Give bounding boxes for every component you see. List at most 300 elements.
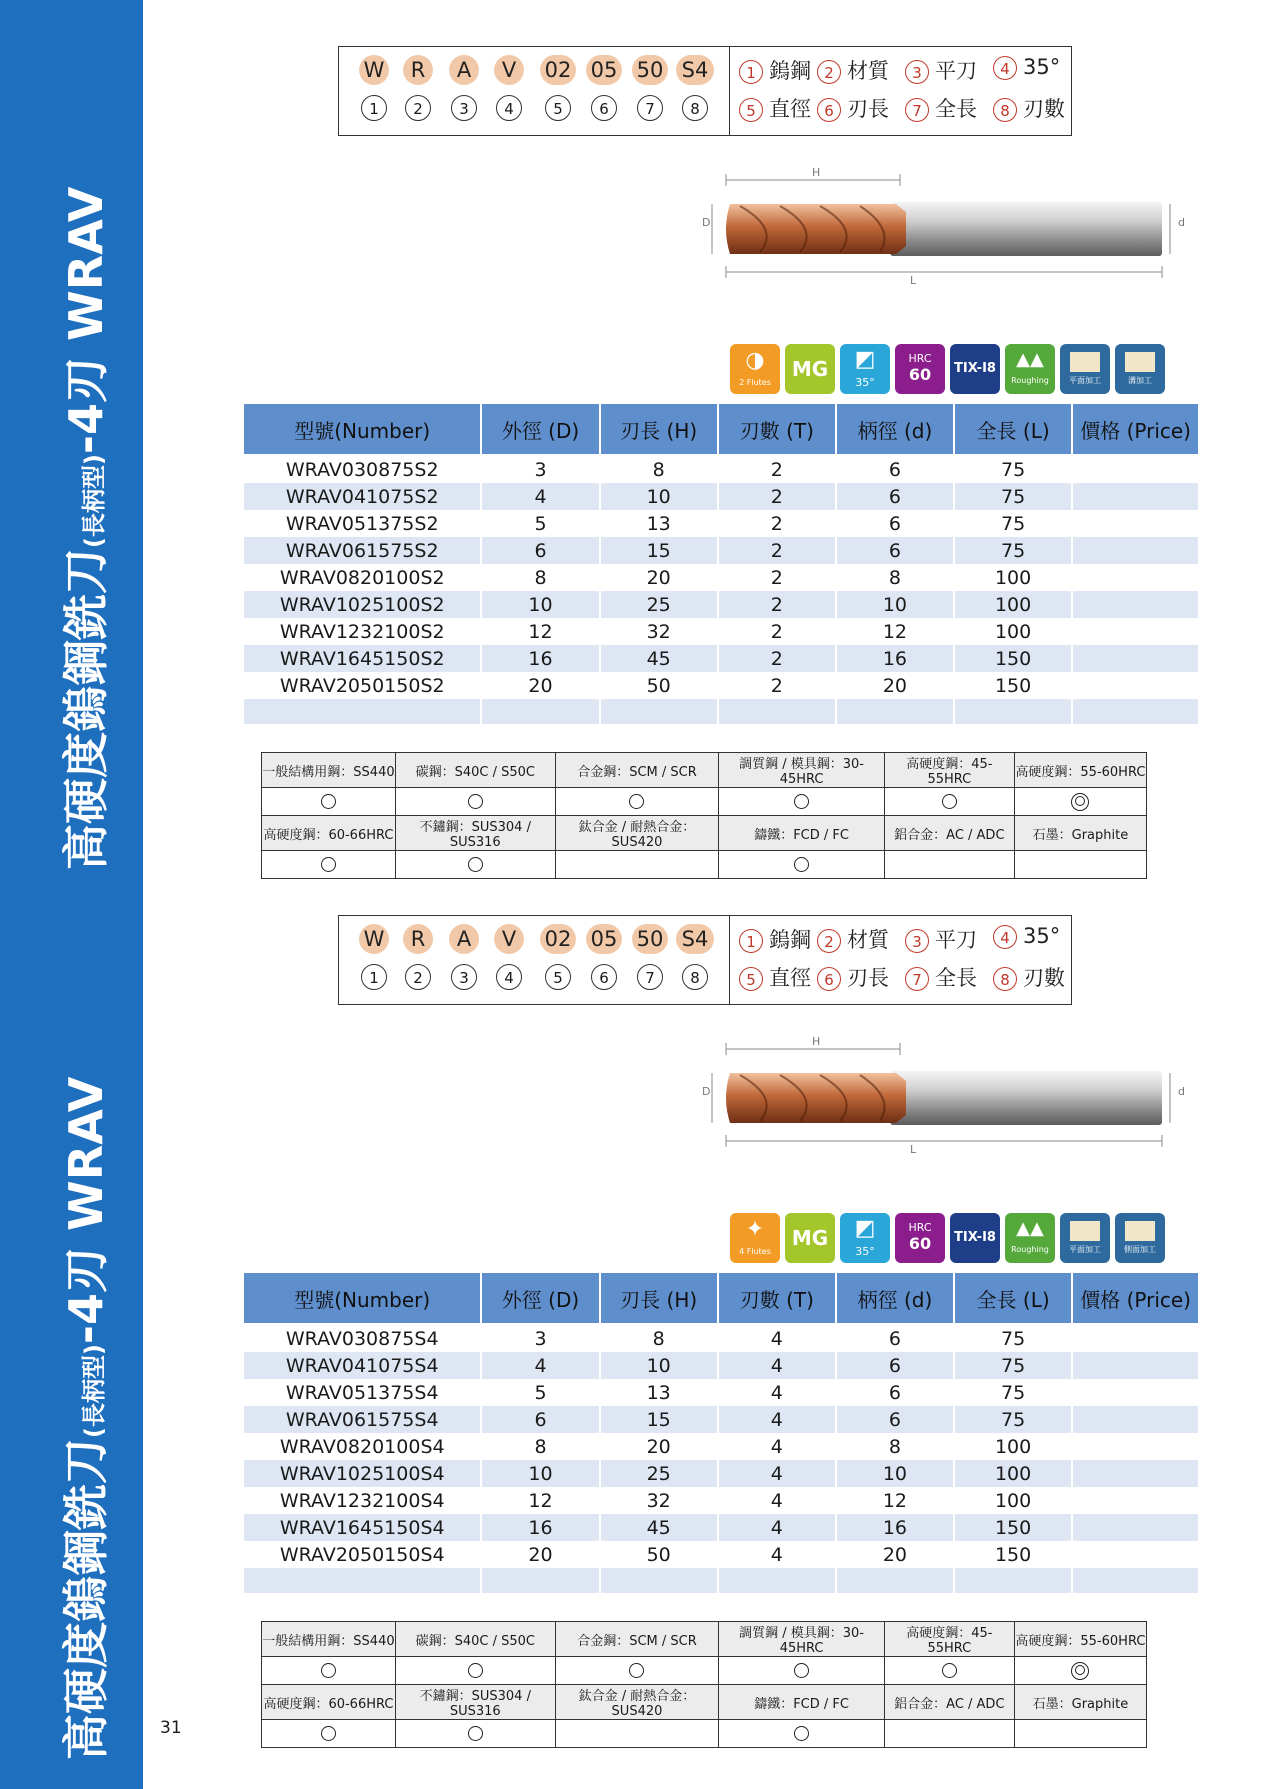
table-cell: 12 bbox=[882, 1489, 908, 1512]
icon-part: ◩ bbox=[854, 347, 876, 372]
icon-part: 35° bbox=[855, 376, 875, 389]
table-row bbox=[244, 1406, 1198, 1433]
table-cell: 4 bbox=[770, 1543, 783, 1566]
table-cell bbox=[719, 1568, 835, 1593]
material-name: 不鏽鋼：SUS304 / SUS316 bbox=[395, 1685, 555, 1720]
table-row bbox=[244, 1487, 1198, 1514]
table-cell: 100 bbox=[994, 620, 1032, 643]
table-cell: WRAV0820100S2 bbox=[279, 566, 445, 589]
spec-header-cell: 柄徑 (d) bbox=[837, 1273, 953, 1325]
spec-header-cell: 柄徑 (d) bbox=[837, 404, 953, 456]
suitable-mark-icon bbox=[468, 1663, 483, 1678]
table-cell: 8 bbox=[888, 566, 901, 589]
title-small: (長柄型) bbox=[80, 1344, 108, 1438]
table-row bbox=[244, 1541, 1198, 1568]
table-cell: WRAV1645150S4 bbox=[244, 1514, 480, 1541]
legend-item bbox=[905, 55, 977, 85]
table-cell: 150 bbox=[955, 645, 1071, 672]
icon-part: 60 bbox=[908, 1234, 932, 1253]
table-cell: 8 bbox=[534, 1435, 547, 1458]
material-mark bbox=[719, 1720, 885, 1748]
table-cell bbox=[1073, 1406, 1198, 1433]
legend-number: 6 bbox=[817, 98, 841, 122]
35-degree-icon bbox=[840, 1213, 890, 1263]
sidebar-title-top bbox=[50, 187, 116, 870]
table-cell bbox=[1073, 672, 1198, 699]
legend-number: 3 bbox=[905, 929, 929, 953]
table-cell: 2 bbox=[770, 566, 783, 589]
table-cell: 45 bbox=[601, 1514, 717, 1541]
table-cell: 2 bbox=[770, 458, 783, 481]
legend-item bbox=[993, 93, 1065, 123]
material-mark bbox=[884, 788, 1014, 816]
suitable-mark-icon bbox=[468, 1726, 483, 1741]
35-degree-icon bbox=[840, 344, 890, 394]
legend-item bbox=[993, 55, 1060, 80]
table-cell: 6 bbox=[837, 1352, 953, 1379]
table-cell: WRAV0820100S4 bbox=[279, 1435, 445, 1458]
icon-part: 側面加工 bbox=[1124, 1245, 1156, 1254]
table-row bbox=[244, 618, 1198, 645]
dimension-label-L: L bbox=[910, 274, 917, 287]
table-cell: WRAV041075S2 bbox=[244, 483, 480, 510]
material-mark bbox=[884, 851, 1014, 879]
material-mark bbox=[719, 788, 885, 816]
icon-part: MG bbox=[791, 357, 829, 381]
material-mark bbox=[262, 1657, 396, 1685]
table-cell: 20 bbox=[882, 674, 908, 697]
table-cell: 8 bbox=[652, 458, 665, 481]
code-part: 50 bbox=[632, 924, 668, 954]
code-part: A bbox=[449, 55, 479, 85]
table-cell: 12 bbox=[882, 620, 908, 643]
legend-label: 刃長 bbox=[847, 966, 889, 990]
material-mark bbox=[884, 1657, 1014, 1685]
spec-header-cell: 刃長 (H) bbox=[601, 1273, 717, 1325]
mg-icon bbox=[785, 1213, 835, 1263]
material-mark bbox=[1014, 851, 1146, 879]
table-cell: WRAV1232100S2 bbox=[279, 620, 445, 643]
material-mark bbox=[1014, 1657, 1146, 1685]
title-small: (長柄型) bbox=[80, 454, 108, 548]
table-cell: 20 bbox=[882, 1543, 908, 1566]
material-name: 鈦合金 / 耐熱合金：SUS420 bbox=[555, 1685, 719, 1720]
material-mark bbox=[395, 1657, 555, 1685]
spec-header-cell: 價格 (Price) bbox=[1073, 1273, 1198, 1325]
table-row bbox=[244, 1379, 1198, 1406]
table-cell: 75 bbox=[955, 537, 1071, 564]
table-cell: 10 bbox=[482, 1460, 598, 1487]
legend-label: 材質 bbox=[847, 59, 889, 83]
material-mark bbox=[262, 851, 396, 879]
table-cell bbox=[1073, 1541, 1198, 1568]
code-part: 05 bbox=[586, 55, 622, 85]
legend-label: 全長 bbox=[935, 966, 977, 990]
table-row bbox=[244, 1352, 1198, 1379]
suitable-mark-icon bbox=[321, 1726, 336, 1741]
table-cell bbox=[601, 1568, 717, 1593]
table-row bbox=[244, 564, 1198, 591]
legend-item bbox=[739, 924, 811, 954]
spec-header-cell: 刃數 (T) bbox=[719, 1273, 835, 1325]
code-part: S4 bbox=[676, 55, 714, 85]
icon-part: 平面加工 bbox=[1069, 376, 1101, 385]
legend-number: 2 bbox=[817, 929, 841, 953]
legend-number: 1 bbox=[739, 929, 763, 953]
icon-part: ◩ bbox=[854, 1216, 876, 1241]
table-cell: 45 bbox=[601, 645, 717, 672]
table-cell bbox=[955, 1568, 1071, 1593]
table-cell: 6 bbox=[837, 537, 953, 564]
table-cell: 4 bbox=[482, 483, 598, 510]
index-mark: 5 bbox=[545, 964, 571, 990]
legend-label: 刃數 bbox=[1023, 97, 1065, 121]
material-mark bbox=[395, 851, 555, 879]
materials-mark-row bbox=[262, 1657, 1147, 1685]
suitable-mark-icon bbox=[794, 1726, 809, 1741]
table-cell: 20 bbox=[646, 1435, 671, 1458]
material-name: 合金鋼：SCM / SCR bbox=[555, 1622, 719, 1657]
table-cell bbox=[1073, 1352, 1198, 1379]
index-mark: 3 bbox=[451, 95, 477, 121]
spec-header-cell: 刃長 (H) bbox=[601, 404, 717, 456]
material-name: 碳鋼：S40C / S50C bbox=[395, 753, 555, 788]
legend-number: 4 bbox=[993, 56, 1017, 80]
table-cell: 16 bbox=[837, 645, 953, 672]
spec-header-cell: 型號(Number) bbox=[244, 404, 480, 456]
index-mark: 8 bbox=[682, 95, 708, 121]
material-name: 鋁合金：AC / ADC bbox=[884, 816, 1014, 851]
dimension-label-L: L bbox=[910, 1143, 917, 1156]
material-mark bbox=[719, 851, 885, 879]
table-cell: 100 bbox=[994, 1435, 1032, 1458]
material-mark bbox=[555, 788, 719, 816]
table-cell: 100 bbox=[994, 566, 1032, 589]
table-cell bbox=[719, 699, 835, 724]
table-cell: 13 bbox=[646, 512, 671, 535]
table-cell: 10 bbox=[601, 1352, 717, 1379]
table-cell: 50 bbox=[646, 674, 671, 697]
index-mark: 5 bbox=[545, 95, 571, 121]
suitable-mark-icon bbox=[321, 1663, 336, 1678]
materials-table bbox=[261, 1621, 1147, 1748]
table-cell: 10 bbox=[837, 591, 953, 618]
material-mark bbox=[555, 1720, 719, 1748]
table-cell: 6 bbox=[482, 537, 598, 564]
legend-number: 7 bbox=[905, 98, 929, 122]
index-mark: 6 bbox=[591, 964, 617, 990]
icon-part: ✦ bbox=[745, 1217, 765, 1242]
code-part: R bbox=[403, 924, 433, 954]
table-row bbox=[244, 591, 1198, 618]
legend-number: 8 bbox=[993, 98, 1017, 122]
icon-part: 4 Flutes bbox=[739, 1247, 771, 1256]
table-cell: WRAV030875S4 bbox=[285, 1327, 439, 1350]
table-cell bbox=[1073, 1325, 1198, 1352]
table-row bbox=[244, 1514, 1198, 1541]
legend-number: 5 bbox=[739, 98, 763, 122]
title-tail: -4刃 WRAV bbox=[59, 186, 113, 455]
legend-label: 鎢鋼 bbox=[769, 928, 811, 952]
legend-number: 4 bbox=[993, 925, 1017, 949]
feature-icons bbox=[730, 344, 1200, 396]
best-mark-icon bbox=[1071, 1662, 1089, 1680]
side-milling-icon bbox=[1115, 1213, 1165, 1263]
table-cell: WRAV041075S4 bbox=[244, 1352, 480, 1379]
icon-part: 溝加工 bbox=[1128, 376, 1152, 385]
icon-part: HRC bbox=[908, 352, 932, 365]
legend-item bbox=[817, 93, 889, 123]
material-name: 合金鋼：SCM / SCR bbox=[555, 753, 719, 788]
table-cell: WRAV1025100S2 bbox=[244, 591, 480, 618]
index-mark: 8 bbox=[682, 964, 708, 990]
spec-header-cell: 價格 (Price) bbox=[1073, 404, 1198, 456]
material-name: 碳鋼：S40C / S50C bbox=[395, 1622, 555, 1657]
table-row bbox=[244, 672, 1198, 699]
icon-part: MG bbox=[791, 1226, 829, 1250]
suitable-mark-icon bbox=[942, 1663, 957, 1678]
title-tail: -4刃 WRAV bbox=[59, 1076, 113, 1345]
materials-mark-row bbox=[262, 788, 1147, 816]
table-cell: 150 bbox=[994, 1543, 1032, 1566]
material-name: 高硬度鋼：55-60HRC bbox=[1014, 1622, 1146, 1657]
icon-part: TIX-I8 bbox=[954, 361, 996, 376]
index-mark: 4 bbox=[496, 95, 522, 121]
legend-number: 3 bbox=[905, 60, 929, 84]
code-decode-box bbox=[338, 46, 1072, 136]
table-cell: WRAV1645150S2 bbox=[244, 645, 480, 672]
dimension-label-d: d bbox=[1178, 1085, 1185, 1098]
spec-header-cell: 刃數 (T) bbox=[719, 404, 835, 456]
legend-item bbox=[905, 93, 977, 123]
table-cell bbox=[1073, 1514, 1198, 1541]
suitable-mark-icon bbox=[794, 794, 809, 809]
table-cell: 3 bbox=[534, 1327, 547, 1350]
material-name: 不鏽鋼：SUS304 / SUS316 bbox=[395, 816, 555, 851]
table-cell: 4 bbox=[770, 1381, 783, 1404]
index-mark: 1 bbox=[361, 95, 387, 121]
spec-header-cell: 全長 (L) bbox=[955, 1273, 1071, 1325]
tix-i8-icon bbox=[950, 1213, 1000, 1263]
table-row bbox=[244, 1433, 1198, 1460]
table-cell: 32 bbox=[646, 1489, 671, 1512]
face-milling-icon bbox=[1060, 344, 1110, 394]
material-mark bbox=[884, 1720, 1014, 1748]
table-cell: 4 bbox=[719, 1406, 835, 1433]
dimension-label-D: D bbox=[702, 216, 711, 229]
table-row bbox=[244, 537, 1198, 564]
table-cell bbox=[1073, 510, 1198, 537]
code-part: 02 bbox=[540, 924, 576, 954]
table-cell: 4 bbox=[719, 1514, 835, 1541]
suitable-mark-icon bbox=[321, 857, 336, 872]
tix-i8-icon bbox=[950, 344, 1000, 394]
table-cell: 16 bbox=[482, 1514, 598, 1541]
table-cell bbox=[1073, 1433, 1198, 1460]
table-cell: WRAV061575S4 bbox=[244, 1406, 480, 1433]
table-cell bbox=[244, 699, 480, 724]
table-cell bbox=[482, 1568, 598, 1593]
suitable-mark-icon bbox=[321, 794, 336, 809]
table-cell bbox=[1073, 1379, 1198, 1406]
table-cell: 2 bbox=[719, 483, 835, 510]
material-mark bbox=[555, 1657, 719, 1685]
code-part: A bbox=[449, 924, 479, 954]
table-cell: 20 bbox=[528, 674, 553, 697]
icon-part: Roughing bbox=[1011, 1245, 1049, 1254]
material-name: 石墨：Graphite bbox=[1014, 816, 1146, 851]
code-part: V bbox=[494, 55, 524, 85]
icon-part: ▲▲ bbox=[1016, 1218, 1044, 1239]
table-cell: 6 bbox=[837, 1406, 953, 1433]
table-cell: 13 bbox=[646, 1381, 671, 1404]
table-cell bbox=[1073, 564, 1198, 591]
icon-part: HRC bbox=[908, 1221, 932, 1234]
table-cell: 3 bbox=[534, 458, 547, 481]
legend-number: 2 bbox=[817, 60, 841, 84]
dimension-label-d: d bbox=[1178, 216, 1185, 229]
icon-part: 60 bbox=[908, 365, 932, 384]
materials-header-row bbox=[262, 1622, 1147, 1657]
table-cell: 6 bbox=[888, 458, 901, 481]
mg-icon bbox=[785, 344, 835, 394]
icon-part: ◑ bbox=[745, 348, 765, 373]
icon-part: 平面加工 bbox=[1069, 1245, 1101, 1254]
index-mark: 6 bbox=[591, 95, 617, 121]
materials-table bbox=[261, 752, 1147, 879]
legend-item bbox=[993, 962, 1065, 992]
legend-item bbox=[739, 962, 811, 992]
spec-table bbox=[242, 404, 1200, 724]
material-name: 鈦合金 / 耐熱合金：SUS420 bbox=[555, 816, 719, 851]
table-cell: 4 bbox=[719, 1352, 835, 1379]
table-cell: 6 bbox=[888, 1381, 901, 1404]
legend-item bbox=[905, 962, 977, 992]
slotting-icon bbox=[1115, 344, 1165, 394]
index-mark: 3 bbox=[451, 964, 477, 990]
legend-label: 直徑 bbox=[769, 97, 811, 121]
table-cell: 12 bbox=[528, 1489, 553, 1512]
table-cell: 6 bbox=[888, 1327, 901, 1350]
table-cell: 20 bbox=[528, 1543, 553, 1566]
code-part: W bbox=[359, 55, 389, 85]
material-name: 調質鋼 / 模具鋼：30-45HRC bbox=[719, 1622, 885, 1657]
material-name: 鋁合金：AC / ADC bbox=[884, 1685, 1014, 1720]
icon-part: TIX-I8 bbox=[954, 1230, 996, 1245]
legend-label: 全長 bbox=[935, 97, 977, 121]
roughing-icon bbox=[1005, 344, 1055, 394]
table-cell: 2 bbox=[770, 620, 783, 643]
material-mark bbox=[1014, 788, 1146, 816]
spec-header-cell: 外徑 (D) bbox=[482, 1273, 598, 1325]
legend-number: 1 bbox=[739, 60, 763, 84]
table-cell: 75 bbox=[1001, 1381, 1026, 1404]
material-mark bbox=[719, 1657, 885, 1685]
table-row-blank bbox=[244, 1568, 1198, 1593]
table-cell: 5 bbox=[534, 1381, 547, 1404]
hrc-60-icon bbox=[895, 344, 945, 394]
table-cell: 10 bbox=[482, 591, 598, 618]
table-cell bbox=[1073, 456, 1198, 483]
spec-header-cell: 型號(Number) bbox=[244, 1273, 480, 1325]
table-cell: 75 bbox=[1001, 1327, 1026, 1350]
legend-item bbox=[739, 55, 811, 85]
table-cell: 8 bbox=[888, 1435, 901, 1458]
suitable-mark-icon bbox=[794, 1663, 809, 1678]
face-milling-icon bbox=[1060, 1213, 1110, 1263]
legend-number: 8 bbox=[993, 967, 1017, 991]
4-flutes-icon bbox=[730, 1213, 780, 1263]
materials-header-row bbox=[262, 1685, 1147, 1720]
material-mark bbox=[262, 788, 396, 816]
table-cell: 75 bbox=[1001, 512, 1026, 535]
material-name: 石墨：Graphite bbox=[1014, 1685, 1146, 1720]
roughing-icon bbox=[1005, 1213, 1055, 1263]
legend-label: 材質 bbox=[847, 928, 889, 952]
table-cell: 12 bbox=[528, 620, 553, 643]
material-mark bbox=[1014, 1720, 1146, 1748]
table-row bbox=[244, 456, 1198, 483]
table-cell bbox=[1073, 1487, 1198, 1514]
materials-mark-row bbox=[262, 1720, 1147, 1748]
material-name: 調質鋼 / 模具鋼：30-45HRC bbox=[719, 753, 885, 788]
material-name: 高硬度鋼：60-66HRC bbox=[262, 816, 396, 851]
material-name: 高硬度鋼：60-66HRC bbox=[262, 1685, 396, 1720]
sidebar-title-bottom bbox=[50, 1077, 116, 1760]
table-row-blank bbox=[244, 699, 1198, 724]
spec-header-cell: 外徑 (D) bbox=[482, 404, 598, 456]
legend-number: 6 bbox=[817, 967, 841, 991]
spec-header-cell: 全長 (L) bbox=[955, 404, 1071, 456]
table-cell bbox=[601, 699, 717, 724]
legend-label: 刃數 bbox=[1023, 966, 1065, 990]
table-cell: 25 bbox=[601, 1460, 717, 1487]
icon-part: Roughing bbox=[1011, 376, 1049, 385]
suitable-mark-icon bbox=[794, 857, 809, 872]
table-cell: WRAV030875S2 bbox=[285, 458, 439, 481]
table-cell bbox=[955, 699, 1071, 724]
material-mark bbox=[395, 788, 555, 816]
table-cell: 2 bbox=[719, 645, 835, 672]
title-main: 高硬度鎢鋼銑刀 bbox=[59, 548, 113, 870]
table-cell: 4 bbox=[770, 1435, 783, 1458]
end-mill-drawing bbox=[700, 164, 1185, 287]
dimension-label-H: H bbox=[812, 1035, 821, 1048]
icon-part: ▲▲ bbox=[1016, 349, 1044, 370]
spec-header-row bbox=[244, 404, 1198, 456]
hrc-60-icon bbox=[895, 1213, 945, 1263]
material-name: 高硬度鋼：45-55HRC bbox=[884, 1622, 1014, 1657]
feature-icons bbox=[730, 1213, 1200, 1265]
table-cell: WRAV1232100S4 bbox=[279, 1489, 445, 1512]
table-cell bbox=[1073, 483, 1198, 510]
spec-header-row bbox=[244, 1273, 1198, 1325]
table-cell: 2 bbox=[770, 512, 783, 535]
table-cell bbox=[1073, 591, 1198, 618]
dimension-label-D: D bbox=[702, 1085, 711, 1098]
table-row bbox=[244, 1325, 1198, 1352]
legend-item bbox=[905, 924, 977, 954]
material-name: 一般結構用鋼：SS440 bbox=[262, 1622, 396, 1657]
material-name: 一般結構用鋼：SS440 bbox=[262, 753, 396, 788]
material-name: 高硬度鋼：55-60HRC bbox=[1014, 753, 1146, 788]
table-cell: WRAV2050150S4 bbox=[279, 1543, 445, 1566]
table-cell bbox=[1073, 537, 1198, 564]
icon-part bbox=[1125, 352, 1155, 372]
table-cell bbox=[244, 1568, 480, 1593]
table-cell: 16 bbox=[837, 1514, 953, 1541]
code-part: 02 bbox=[540, 55, 576, 85]
